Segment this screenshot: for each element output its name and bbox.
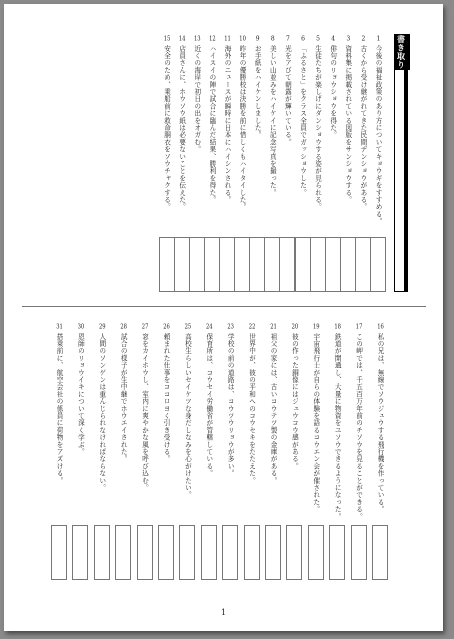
question-text: 資料集に掲載されている図版をサンショウする。 <box>343 45 352 204</box>
question-text: 「ふるさと」をクラス全員でガッショウした。 <box>298 45 307 197</box>
question-7 <box>283 36 291 146</box>
answer-box-23[interactable] <box>222 525 238 580</box>
answer-box-4[interactable] <box>325 237 341 292</box>
question-6 <box>299 36 307 196</box>
question-text: 祖父の家には、古いコウテツ製の金庫がある。 <box>269 333 277 485</box>
answer-box-14[interactable] <box>174 237 190 292</box>
question-27 <box>141 324 149 491</box>
answer-box-29[interactable] <box>94 525 110 580</box>
question-number: 14 <box>178 36 186 42</box>
question-14 <box>178 36 186 211</box>
question-number: 10 <box>239 36 246 42</box>
answer-box-17[interactable] <box>351 525 367 580</box>
question-number: 21 <box>270 324 277 330</box>
answer-box-22[interactable] <box>244 525 260 580</box>
question-text: 世界中が、彼の平和へのコウセキをたたえた。 <box>247 333 256 485</box>
worksheet-page <box>4 4 443 631</box>
question-29 <box>98 324 106 491</box>
question-9 <box>253 36 261 139</box>
question-number: 23 <box>227 324 234 330</box>
question-text: ハイスイの陣で試合に臨んだ結果、勝利を得た。 <box>207 45 216 204</box>
question-8 <box>268 36 276 196</box>
question-number: 11 <box>224 36 231 42</box>
question-12 <box>208 36 216 203</box>
answer-box-24[interactable] <box>201 525 217 580</box>
question-13 <box>193 36 201 153</box>
question-26 <box>162 324 170 463</box>
answer-box-9[interactable] <box>249 237 265 292</box>
question-text: 今後の福祉政策のあり方についてキョウギをすすめる。 <box>374 45 382 225</box>
question-number: 25 <box>184 324 192 330</box>
question-number: 17 <box>355 324 363 330</box>
question-25 <box>183 324 191 499</box>
question-number: 18 <box>334 324 341 330</box>
answer-box-3[interactable] <box>340 237 356 292</box>
question-number: 28 <box>120 324 127 330</box>
question-number: 16 <box>377 324 384 330</box>
question-text: 窓をカイホウし、室内に爽やかな風を呼び込む。 <box>140 333 149 492</box>
answer-box-8[interactable] <box>264 237 280 292</box>
question-text: 美しい山並みをハイケイに記念写真を撮った。 <box>268 45 277 197</box>
question-number: 9 <box>255 36 260 42</box>
question-number: 5 <box>316 36 320 42</box>
question-31 <box>55 324 63 484</box>
question-text: 宇宙飛行士が自らの体験を語るコウエン会が催された。 <box>311 333 320 513</box>
answer-box-31[interactable] <box>51 525 67 580</box>
question-22 <box>248 324 256 484</box>
question-number: 7 <box>285 36 290 42</box>
question-number: 8 <box>270 36 275 42</box>
question-text: 俳句のリョウショウを得た。 <box>328 45 337 139</box>
answer-box-6[interactable] <box>295 237 311 292</box>
answer-box-10[interactable] <box>234 237 250 292</box>
answer-box-21[interactable] <box>265 525 281 580</box>
question-text: この岬では、千五百万年前のチソウを見ることができる。 <box>354 333 363 521</box>
question-21 <box>269 324 277 484</box>
question-text: お手紙をハイケンしました。 <box>253 45 262 139</box>
question-30 <box>76 324 84 455</box>
question-number: 15 <box>163 36 171 42</box>
question-text: 彼の作った銅像にはジュウコウ感がある。 <box>290 333 299 470</box>
section-divider <box>22 306 426 307</box>
question-number: 2 <box>361 36 366 42</box>
question-number: 4 <box>331 36 336 42</box>
question-number: 3 <box>346 36 351 42</box>
answer-box-7[interactable] <box>279 237 295 292</box>
answer-box-30[interactable] <box>72 525 88 580</box>
question-number: 22 <box>248 324 256 330</box>
answer-box-13[interactable] <box>189 237 205 292</box>
question-text: 鉄道が開通し、大量に物資をユソウできるようになった。 <box>333 333 342 521</box>
question-text: 高校生らしいセイケツな身だしなみを心がけたい。 <box>183 333 192 499</box>
question-15 <box>163 36 171 211</box>
question-20 <box>290 324 298 470</box>
answer-box-28[interactable] <box>115 525 131 580</box>
question-1 <box>374 36 382 225</box>
answer-box-15[interactable] <box>159 237 175 292</box>
question-text: 安全のため、乗船前に救命胴衣をソウチャクする。 <box>162 45 171 211</box>
question-text: 近くの海岸で初日の出をオガむ。 <box>192 45 201 153</box>
question-text: 海外のニュースが瞬時に日本にハイシンされる。 <box>223 45 231 204</box>
question-number: 13 <box>193 36 201 42</box>
question-text: 光をアびて朝露が輝いている。 <box>283 45 292 146</box>
question-number: 24 <box>205 324 213 330</box>
question-text: 保育所は、コウセイ労働省が管轄している。 <box>204 333 213 477</box>
question-19 <box>312 324 320 513</box>
question-number: 1 <box>376 36 381 42</box>
question-5 <box>314 36 322 211</box>
question-number: 26 <box>163 324 170 330</box>
question-text: 昨年の優勝校は決勝を前に惜しくもハイタイした。 <box>238 45 247 211</box>
question-number: 6 <box>301 36 305 42</box>
question-number: 20 <box>291 324 299 330</box>
question-text: 搭乗前に、航空会社の係員に荷物をアズける。 <box>55 333 63 485</box>
answer-box-2[interactable] <box>355 237 371 292</box>
question-number: 29 <box>98 324 106 330</box>
question-text: 恩師のリョウイキについて深く学ぶ。 <box>76 333 85 456</box>
question-28 <box>119 324 127 463</box>
question-18 <box>333 324 341 520</box>
question-number: 27 <box>141 324 149 330</box>
question-number: 19 <box>312 324 320 330</box>
question-2 <box>359 36 367 211</box>
answer-box-26[interactable] <box>158 525 174 580</box>
question-24 <box>205 324 213 477</box>
question-text: 学校の前の道路は、コウツウリョウが多い。 <box>226 333 235 477</box>
question-17 <box>355 324 363 520</box>
question-text: 試合の様子が生中継でホウエイされた。 <box>119 333 128 463</box>
question-3 <box>344 36 352 203</box>
question-11 <box>223 36 231 203</box>
question-text: 人間のソンゲンは重んじられなければならない。 <box>97 333 106 492</box>
answer-box-25[interactable] <box>179 525 195 580</box>
answer-box-27[interactable] <box>137 525 153 580</box>
question-text: 店員さんに、ホウソウ紙は必要ないことを伝えた。 <box>177 45 186 211</box>
question-10 <box>238 36 246 211</box>
answer-box-18[interactable] <box>329 525 345 580</box>
question-text: 生徒たちが楽しげにダンショウする姿が見られる。 <box>313 45 322 211</box>
question-4 <box>329 36 337 139</box>
question-text: 古くから受け継がれてきた民間デンショウがある。 <box>358 45 367 211</box>
question-number: 31 <box>56 324 63 330</box>
page-number: 1 <box>220 608 227 617</box>
question-text: 私の兄は、無線でソウジュウする飛行機を作っている。 <box>376 333 384 513</box>
worksheet-title: 書き取り <box>394 34 410 70</box>
question-16 <box>376 324 384 513</box>
answer-box-11[interactable] <box>219 237 235 292</box>
question-23 <box>226 324 234 477</box>
question-number: 12 <box>209 36 216 42</box>
question-number: 30 <box>77 324 85 330</box>
answer-box-12[interactable] <box>204 237 220 292</box>
answer-box-20[interactable] <box>286 525 302 580</box>
question-text: 頼まれた仕事をココロヨく引き受ける。 <box>162 333 170 463</box>
answer-box-16[interactable] <box>372 525 388 580</box>
answer-box-19[interactable] <box>308 525 324 580</box>
answer-box-1[interactable] <box>370 237 386 292</box>
worksheet-title-tab <box>394 34 408 292</box>
answer-box-5[interactable] <box>310 237 326 292</box>
